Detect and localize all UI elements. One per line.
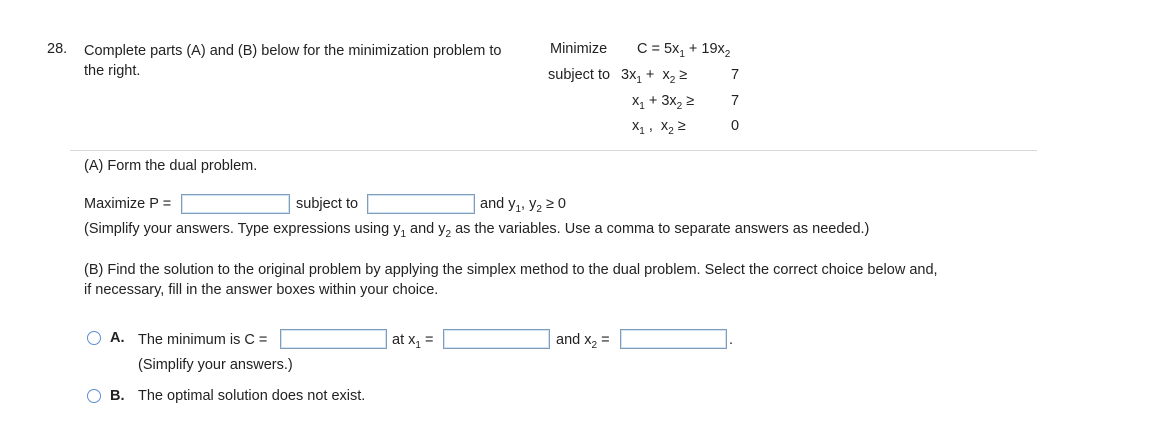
section-divider (70, 150, 1037, 151)
question-text-line2: the right. (84, 63, 141, 79)
choice-a-prefix: The minimum is C = (138, 332, 268, 348)
question-number: 28. (47, 41, 68, 57)
question-text-line1: Complete parts (A) and (B) below for the minimization problem to (84, 43, 502, 59)
subject-to-label: subject to (548, 67, 611, 83)
choice-a-period: . (729, 332, 734, 348)
constraint-3-lhs: $x_1$ , $x_2$ ≥ (632, 118, 686, 137)
constraint-3-rhs: 0 (731, 118, 740, 134)
constraint-2-rhs: 7 (731, 93, 740, 109)
choice-b-radio[interactable] (87, 389, 101, 403)
choice-a-hint: (Simplify your answers.) (138, 357, 293, 373)
dual-objective-input[interactable] (181, 194, 290, 214)
minimize-label: Minimize (550, 41, 608, 57)
x1-input[interactable] (443, 329, 550, 349)
part-b-title-line1: (B) Find the solution to the original problem by applying the simplex method to the dual problem. Select the correct choice below and, (84, 262, 938, 278)
constraint-1-lhs: $3x_1 + x_2$ ≥ (621, 67, 688, 86)
dual-subject-to-label: subject to (296, 196, 359, 212)
and-x2-label: and $x_2$ = (556, 332, 610, 351)
part-a-hint: (Simplify your answers. Type expressions using $y_1$ and $y_2$ as the variables. Use a comma to separate answers as needed.) (84, 221, 870, 240)
dual-constraints-input[interactable] (367, 194, 475, 214)
at-x1-label: at $x_1$ = (392, 332, 434, 351)
question-text (84, 41, 501, 81)
objective-function: $C = 5x_1 + 19x_2$ (637, 41, 731, 60)
x2-input[interactable] (620, 329, 727, 349)
choice-a-letter: A. (110, 330, 125, 346)
choice-a-radio[interactable] (87, 331, 101, 345)
constraint-1-rhs: 7 (731, 67, 740, 83)
min-c-input[interactable] (280, 329, 387, 349)
choice-b-letter: B. (110, 388, 125, 404)
nonnegativity-label: and $y_1$, $y_2 \ge 0$ (480, 196, 567, 215)
maximize-label: Maximize P = (84, 196, 172, 212)
part-a-title: (A) Form the dual problem. (84, 158, 258, 174)
constraint-2-lhs: $x_1 + 3x_2$ ≥ (632, 93, 695, 112)
part-b-title-line2: if necessary, fill in the answer boxes within your choice. (84, 282, 439, 298)
choice-b-text: The optimal solution does not exist. (138, 388, 366, 404)
